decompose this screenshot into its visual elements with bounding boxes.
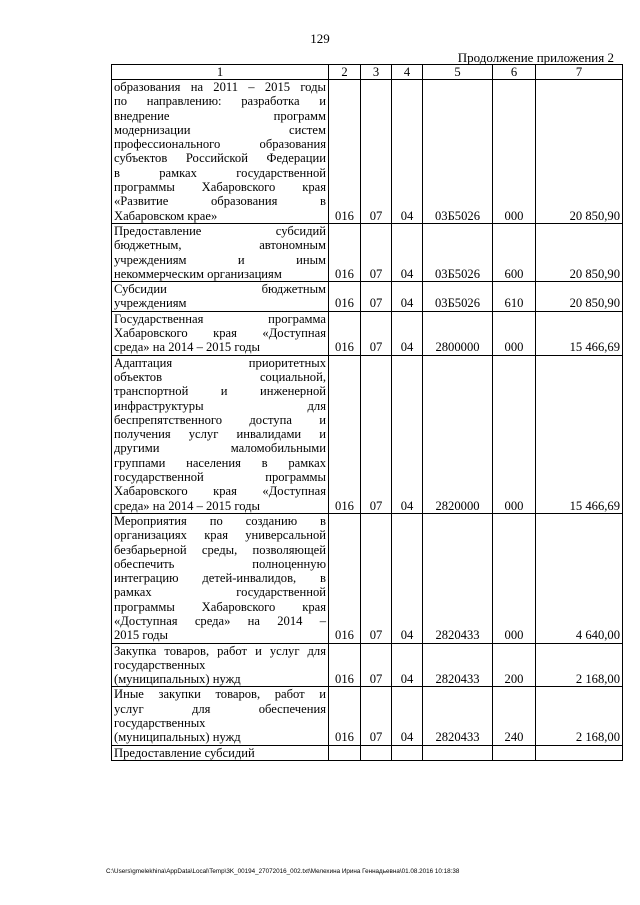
continuation-label: Продолжение приложения 2 xyxy=(457,50,614,65)
budget-table xyxy=(111,64,623,761)
cell-code-6: 000 xyxy=(493,513,536,643)
cell-code-6: 200 xyxy=(493,643,536,687)
description-line: профессионального образования xyxy=(114,137,326,152)
cell-code-4 xyxy=(392,745,423,760)
column-header: 2 xyxy=(329,65,361,80)
cell-amount: 2 168,00 xyxy=(536,643,623,687)
table-row xyxy=(112,355,623,513)
description-line: (муниципальных) нужд xyxy=(114,672,241,687)
cell-code-4: 04 xyxy=(392,80,423,224)
cell-code-2: 016 xyxy=(329,355,361,513)
description-line: услуг для обеспечения xyxy=(114,701,326,716)
description-line: Мероприятия по созданию в xyxy=(114,513,326,528)
description-line: организациях края универсальной xyxy=(114,528,326,543)
table-row xyxy=(112,513,623,643)
column-header: 1 xyxy=(112,65,329,80)
row-description xyxy=(112,80,329,224)
description-line: другими маломобильными xyxy=(114,441,326,456)
cell-code-4: 04 xyxy=(392,513,423,643)
table-header-row xyxy=(112,65,623,80)
cell-code-5: 2820433 xyxy=(423,643,493,687)
row-description xyxy=(112,745,329,760)
description-line: Государственная программа xyxy=(114,311,326,326)
description-line: «Развитие образования в xyxy=(114,194,326,209)
table-row xyxy=(112,643,623,687)
cell-amount: 4 640,00 xyxy=(536,513,623,643)
table-row xyxy=(112,282,623,312)
cell-code-2: 016 xyxy=(329,223,361,281)
description-line: Хабаровском крае» xyxy=(114,208,218,223)
description-line: (муниципальных) нужд xyxy=(114,730,241,745)
cell-amount: 15 466,69 xyxy=(536,311,623,355)
cell-code-6: 000 xyxy=(493,311,536,355)
table-row xyxy=(112,687,623,745)
cell-amount xyxy=(536,745,623,760)
cell-code-6 xyxy=(493,745,536,760)
column-header: 3 xyxy=(361,65,392,80)
description-line: некоммерческим организациям xyxy=(114,266,282,281)
column-header: 6 xyxy=(493,65,536,80)
cell-code-4: 04 xyxy=(392,687,423,745)
row-description xyxy=(112,311,329,355)
cell-amount: 20 850,90 xyxy=(536,80,623,224)
description-line: бюджетным, автономным xyxy=(114,238,326,253)
description-line: объектов социальной, xyxy=(114,369,326,384)
description-line: государственных xyxy=(114,716,206,731)
column-header: 7 xyxy=(536,65,623,80)
description-line: беспрепятственного доступа и xyxy=(114,412,326,427)
table-row xyxy=(112,80,623,224)
page-number: 129 xyxy=(310,31,330,46)
description-line: Субсидии бюджетным xyxy=(114,282,326,297)
cell-code-4: 04 xyxy=(392,282,423,312)
cell-code-2: 016 xyxy=(329,687,361,745)
table-body xyxy=(112,80,623,761)
column-header: 5 xyxy=(423,65,493,80)
description-line: транспортной и инженерной xyxy=(114,384,326,399)
row-description xyxy=(112,355,329,513)
description-line: среда» на 2014 – 2015 годы xyxy=(114,498,261,513)
cell-code-3: 07 xyxy=(361,80,392,224)
row-description xyxy=(112,513,329,643)
description-line: государственной программы xyxy=(114,470,326,485)
row-description xyxy=(112,687,329,745)
description-line: Адаптация приоритетных xyxy=(114,355,326,370)
description-line: Закупка товаров, работ и услуг для xyxy=(114,643,326,658)
description-line: безбарьерной среды, позволяющей xyxy=(114,542,326,557)
row-description xyxy=(112,223,329,281)
cell-code-5: 2820000 xyxy=(423,355,493,513)
cell-code-5: 2820433 xyxy=(423,687,493,745)
description-line: в рамках государственной xyxy=(114,165,326,180)
description-line: 2015 годы xyxy=(114,628,168,643)
cell-amount: 15 466,69 xyxy=(536,355,623,513)
description-line: получения услуг инвалидами и xyxy=(114,427,326,442)
footer-file-path: C:\Users\gmelekhina\AppData\Local\Temp\3K_00194_27072016_002.txt\Мелехина Ирина Геннадьевна\01.08.2016 10:18:38 xyxy=(106,868,460,875)
cell-amount: 2 168,00 xyxy=(536,687,623,745)
description-line: государственных xyxy=(114,657,206,672)
cell-code-4: 04 xyxy=(392,311,423,355)
cell-code-4: 04 xyxy=(392,223,423,281)
description-line: учреждениям и иным xyxy=(114,252,326,267)
cell-code-3: 07 xyxy=(361,643,392,687)
cell-code-6: 000 xyxy=(493,80,536,224)
cell-code-3: 07 xyxy=(361,513,392,643)
cell-code-6: 600 xyxy=(493,223,536,281)
description-line: «Доступная среда» на 2014 – xyxy=(114,613,326,628)
description-line: интеграцию детей-инвалидов, в xyxy=(114,571,326,586)
cell-code-2: 016 xyxy=(329,311,361,355)
description-line: образования на 2011 – 2015 годы xyxy=(114,80,326,94)
cell-code-3: 07 xyxy=(361,687,392,745)
cell-code-4: 04 xyxy=(392,355,423,513)
description-line: обеспечить полноценную xyxy=(114,556,326,571)
cell-code-5: 03Б5026 xyxy=(423,80,493,224)
description-line: программы Хабаровского края xyxy=(114,599,326,614)
cell-code-3: 07 xyxy=(361,223,392,281)
description-line: Предоставление субсидий xyxy=(114,745,255,760)
cell-code-4: 04 xyxy=(392,643,423,687)
table-row xyxy=(112,311,623,355)
description-line: Иные закупки товаров, работ и xyxy=(114,687,326,702)
cell-code-3: 07 xyxy=(361,355,392,513)
cell-code-6: 610 xyxy=(493,282,536,312)
description-line: Хабаровского края «Доступная xyxy=(114,484,326,499)
cell-code-3 xyxy=(361,745,392,760)
cell-code-2: 016 xyxy=(329,643,361,687)
description-line: программы Хабаровского края xyxy=(114,180,326,195)
description-line: модернизации систем xyxy=(114,122,326,137)
cell-code-2: 016 xyxy=(329,282,361,312)
cell-code-5: 2820433 xyxy=(423,513,493,643)
cell-code-6: 000 xyxy=(493,355,536,513)
description-line: субъектов Российской Федерации xyxy=(114,151,326,166)
description-line: внедрение программ xyxy=(114,108,326,123)
cell-code-2 xyxy=(329,745,361,760)
cell-code-3: 07 xyxy=(361,311,392,355)
description-line: Хабаровского края «Доступная xyxy=(114,326,326,341)
cell-code-2: 016 xyxy=(329,513,361,643)
description-line: группами населения в рамках xyxy=(114,455,326,470)
table-row xyxy=(112,223,623,281)
description-line: рамках государственной xyxy=(114,585,326,600)
description-line: учреждениям xyxy=(114,296,187,311)
table-row xyxy=(112,745,623,760)
description-line: по направлению: разработка и xyxy=(114,94,326,109)
cell-code-6: 240 xyxy=(493,687,536,745)
cell-code-5 xyxy=(423,745,493,760)
row-description xyxy=(112,643,329,687)
cell-amount: 20 850,90 xyxy=(536,282,623,312)
cell-code-5: 03Б5026 xyxy=(423,282,493,312)
cell-code-3: 07 xyxy=(361,282,392,312)
cell-code-5: 2800000 xyxy=(423,311,493,355)
cell-code-2: 016 xyxy=(329,80,361,224)
description-line: инфраструктуры для xyxy=(114,398,326,413)
cell-amount: 20 850,90 xyxy=(536,223,623,281)
description-line: среда» на 2014 – 2015 годы xyxy=(114,340,261,355)
description-line: Предоставление субсидий xyxy=(114,223,326,238)
cell-code-5: 03Б5026 xyxy=(423,223,493,281)
column-header: 4 xyxy=(392,65,423,80)
row-description xyxy=(112,282,329,312)
